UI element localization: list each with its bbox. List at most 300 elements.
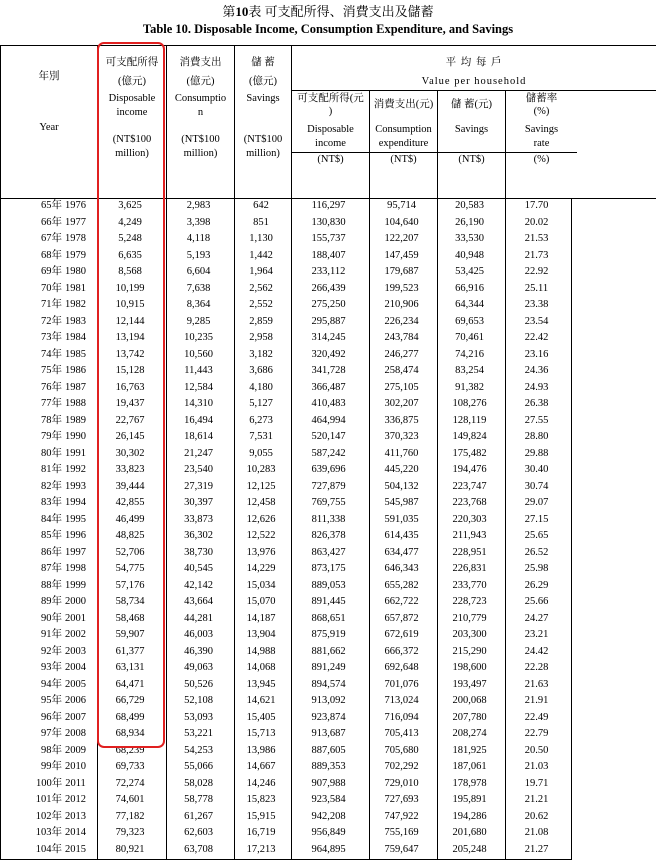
table-row bbox=[1, 199, 656, 216]
disposable-income-cell: 15,128 bbox=[98, 364, 167, 381]
consumption-cell: 10,560 bbox=[167, 348, 235, 365]
savings-rate-cell: 26.29 bbox=[506, 579, 572, 596]
table-row bbox=[1, 397, 656, 414]
western-year: 2015 bbox=[65, 844, 86, 855]
savings-cell: 2,562 bbox=[235, 282, 292, 299]
western-year: 2007 bbox=[65, 712, 86, 723]
savings-cell: 14,246 bbox=[235, 777, 292, 794]
disposable-income-cell: 22,767 bbox=[98, 414, 167, 431]
hh-disposable-cell: 266,439 bbox=[292, 282, 370, 299]
year-cell bbox=[1, 777, 98, 794]
header-sav-zh: 儲 蓄 bbox=[235, 56, 291, 69]
header-disp-unit-zh: (億元) bbox=[98, 75, 166, 88]
table-row bbox=[1, 777, 656, 794]
hh-consumption-cell: 716,094 bbox=[370, 711, 438, 728]
savings-cell: 5,127 bbox=[235, 397, 292, 414]
header-ph-consumption bbox=[370, 90, 438, 198]
disposable-income-cell: 58,468 bbox=[98, 612, 167, 629]
consumption-cell: 53,093 bbox=[167, 711, 235, 728]
hh-disposable-cell: 923,874 bbox=[292, 711, 370, 728]
western-year: 2004 bbox=[65, 662, 86, 673]
roc-year: 68年 bbox=[12, 249, 62, 262]
table-body bbox=[1, 199, 656, 860]
disposable-income-cell: 16,763 bbox=[98, 381, 167, 398]
savings-rate-cell: 25.65 bbox=[506, 529, 572, 546]
savings-cell: 2,552 bbox=[235, 298, 292, 315]
hh-disposable-cell: 275,250 bbox=[292, 298, 370, 315]
header-year bbox=[1, 46, 98, 199]
year-cell bbox=[1, 579, 98, 596]
header-rate-en2: rate bbox=[506, 137, 577, 150]
header-disp-zh: 可支配所得 bbox=[98, 56, 166, 69]
roc-year: 79年 bbox=[12, 430, 62, 443]
hh-disposable-cell: 520,147 bbox=[292, 430, 370, 447]
savings-rate-cell: 21.21 bbox=[506, 793, 572, 810]
hh-disposable-cell: 116,297 bbox=[292, 199, 370, 216]
savings-cell: 15,713 bbox=[235, 727, 292, 744]
title-zh-text: 表 可支配所得、消費支出及儲蓄 bbox=[248, 4, 433, 19]
savings-rate-cell: 25.66 bbox=[506, 595, 572, 612]
hh-savings-cell: 26,190 bbox=[438, 216, 506, 233]
savings-cell: 12,458 bbox=[235, 496, 292, 513]
savings-cell: 15,823 bbox=[235, 793, 292, 810]
hh-savings-cell: 149,824 bbox=[438, 430, 506, 447]
table-row bbox=[1, 645, 656, 662]
table-row bbox=[1, 381, 656, 398]
hh-disposable-cell: 639,696 bbox=[292, 463, 370, 480]
table-row bbox=[1, 546, 656, 563]
hh-disposable-cell: 587,242 bbox=[292, 447, 370, 464]
roc-year: 88年 bbox=[12, 579, 62, 592]
roc-year: 103年 bbox=[12, 826, 62, 839]
header-sav-en: Savings bbox=[235, 92, 291, 105]
header-ph-disposable bbox=[292, 90, 370, 198]
hh-savings-cell: 201,680 bbox=[438, 826, 506, 843]
table-row bbox=[1, 232, 656, 249]
disposable-income-cell: 61,377 bbox=[98, 645, 167, 662]
table-row bbox=[1, 216, 656, 233]
roc-year: 100年 bbox=[12, 777, 62, 790]
year-cell bbox=[1, 480, 98, 497]
year-cell bbox=[1, 678, 98, 695]
savings-rate-cell: 22.28 bbox=[506, 661, 572, 678]
header-disposable bbox=[98, 46, 167, 199]
hh-savings-cell: 220,303 bbox=[438, 513, 506, 530]
hh-consumption-cell: 122,207 bbox=[370, 232, 438, 249]
header-savings bbox=[235, 46, 292, 199]
year-cell bbox=[1, 612, 98, 629]
table-row bbox=[1, 793, 656, 810]
disposable-income-cell: 68,934 bbox=[98, 727, 167, 744]
consumption-cell: 49,063 bbox=[167, 661, 235, 678]
header-disp-unit1: (NT$100 bbox=[98, 133, 166, 146]
disposable-income-cell: 13,742 bbox=[98, 348, 167, 365]
savings-rate-cell: 22.49 bbox=[506, 711, 572, 728]
header-ph-savings bbox=[438, 90, 506, 198]
savings-cell: 13,976 bbox=[235, 546, 292, 563]
savings-rate-cell: 29.88 bbox=[506, 447, 572, 464]
table-row bbox=[1, 298, 656, 315]
savings-cell: 15,070 bbox=[235, 595, 292, 612]
hh-disposable-cell: 891,445 bbox=[292, 595, 370, 612]
savings-cell: 14,229 bbox=[235, 562, 292, 579]
disposable-income-cell: 39,444 bbox=[98, 480, 167, 497]
hh-savings-cell: 40,948 bbox=[438, 249, 506, 266]
year-cell bbox=[1, 661, 98, 678]
header-year-zh: 年別 bbox=[1, 70, 97, 83]
header-ph-disp-en1: Disposable bbox=[292, 123, 369, 136]
year-cell bbox=[1, 760, 98, 777]
western-year: 2001 bbox=[65, 613, 86, 624]
roc-year: 87年 bbox=[12, 562, 62, 575]
roc-year: 92年 bbox=[12, 645, 62, 658]
hh-savings-cell: 33,530 bbox=[438, 232, 506, 249]
disposable-income-cell: 3,625 bbox=[98, 199, 167, 216]
year-cell bbox=[1, 546, 98, 563]
consumption-cell: 5,193 bbox=[167, 249, 235, 266]
table-row bbox=[1, 480, 656, 497]
consumption-cell: 58,028 bbox=[167, 777, 235, 794]
roc-year: 70年 bbox=[12, 282, 62, 295]
hh-disposable-cell: 188,407 bbox=[292, 249, 370, 266]
western-year: 1980 bbox=[65, 266, 86, 277]
savings-cell: 2,958 bbox=[235, 331, 292, 348]
disposable-income-cell: 13,194 bbox=[98, 331, 167, 348]
hh-consumption-cell: 302,207 bbox=[370, 397, 438, 414]
hh-disposable-cell: 889,353 bbox=[292, 760, 370, 777]
savings-rate-cell: 22.92 bbox=[506, 265, 572, 282]
roc-year: 97年 bbox=[12, 727, 62, 740]
hh-savings-cell: 194,286 bbox=[438, 810, 506, 827]
table-row bbox=[1, 513, 656, 530]
title-zh-number: 10 bbox=[235, 4, 248, 19]
header-savings-rate bbox=[506, 90, 577, 198]
roc-year: 67年 bbox=[12, 232, 62, 245]
table-row bbox=[1, 628, 656, 645]
western-year: 1976 bbox=[65, 200, 86, 211]
hh-savings-cell: 69,653 bbox=[438, 315, 506, 332]
header-ph-disp-unit: (NT$) bbox=[292, 153, 369, 166]
savings-cell: 13,986 bbox=[235, 744, 292, 761]
hh-consumption-cell: 646,343 bbox=[370, 562, 438, 579]
hh-disposable-cell: 942,208 bbox=[292, 810, 370, 827]
hh-consumption-cell: 705,413 bbox=[370, 727, 438, 744]
hh-disposable-cell: 233,112 bbox=[292, 265, 370, 282]
disposable-income-cell: 66,729 bbox=[98, 694, 167, 711]
consumption-cell: 7,638 bbox=[167, 282, 235, 299]
hh-disposable-cell: 873,175 bbox=[292, 562, 370, 579]
table-row bbox=[1, 562, 656, 579]
savings-cell: 3,686 bbox=[235, 364, 292, 381]
roc-year: 80年 bbox=[12, 447, 62, 460]
hh-disposable-cell: 891,249 bbox=[292, 661, 370, 678]
disposable-income-cell: 68,499 bbox=[98, 711, 167, 728]
table-row bbox=[1, 661, 656, 678]
hh-disposable-cell: 155,737 bbox=[292, 232, 370, 249]
roc-year: 95年 bbox=[12, 694, 62, 707]
hh-disposable-cell: 881,662 bbox=[292, 645, 370, 662]
savings-rate-cell: 26.38 bbox=[506, 397, 572, 414]
roc-year: 96年 bbox=[12, 711, 62, 724]
header-cons-zh: 消費支出 bbox=[167, 56, 234, 69]
western-year: 1982 bbox=[65, 299, 86, 310]
savings-cell: 642 bbox=[235, 199, 292, 216]
roc-year: 71年 bbox=[12, 298, 62, 311]
header-year-en: Year bbox=[1, 121, 97, 134]
savings-rate-cell: 24.42 bbox=[506, 645, 572, 662]
year-cell bbox=[1, 414, 98, 431]
hh-savings-cell: 223,747 bbox=[438, 480, 506, 497]
western-year: 1990 bbox=[65, 431, 86, 442]
savings-rate-cell: 17.70 bbox=[506, 199, 572, 216]
consumption-cell: 16,494 bbox=[167, 414, 235, 431]
western-year: 1999 bbox=[65, 580, 86, 591]
disposable-income-cell: 68,239 bbox=[98, 744, 167, 761]
table-header bbox=[1, 46, 656, 199]
hh-savings-cell: 178,978 bbox=[438, 777, 506, 794]
year-cell bbox=[1, 298, 98, 315]
western-year: 1989 bbox=[65, 415, 86, 426]
consumption-cell: 18,614 bbox=[167, 430, 235, 447]
roc-year: 74年 bbox=[12, 348, 62, 361]
hh-consumption-cell: 445,220 bbox=[370, 463, 438, 480]
savings-rate-cell: 25.11 bbox=[506, 282, 572, 299]
savings-cell: 12,522 bbox=[235, 529, 292, 546]
hh-disposable-cell: 894,574 bbox=[292, 678, 370, 695]
hh-savings-cell: 207,780 bbox=[438, 711, 506, 728]
savings-rate-cell: 30.40 bbox=[506, 463, 572, 480]
savings-cell: 15,034 bbox=[235, 579, 292, 596]
year-cell bbox=[1, 249, 98, 266]
consumption-cell: 9,285 bbox=[167, 315, 235, 332]
header-cons-en1: Consumptio bbox=[167, 92, 234, 105]
header-ph-cons-unit: (NT$) bbox=[370, 153, 437, 166]
roc-year: 76年 bbox=[12, 381, 62, 394]
table-row bbox=[1, 265, 656, 282]
hh-consumption-cell: 243,784 bbox=[370, 331, 438, 348]
table-row bbox=[1, 760, 656, 777]
consumption-cell: 50,526 bbox=[167, 678, 235, 695]
savings-rate-cell: 22.79 bbox=[506, 727, 572, 744]
header-cons-en2: n bbox=[167, 106, 234, 119]
hh-savings-cell: 66,916 bbox=[438, 282, 506, 299]
year-cell bbox=[1, 265, 98, 282]
savings-cell: 3,182 bbox=[235, 348, 292, 365]
consumption-cell: 21,247 bbox=[167, 447, 235, 464]
header-rate-zh1: 儲蓄率 bbox=[506, 92, 577, 105]
table-row bbox=[1, 282, 656, 299]
savings-rate-cell: 24.93 bbox=[506, 381, 572, 398]
hh-savings-cell: 193,497 bbox=[438, 678, 506, 695]
hh-consumption-cell: 755,169 bbox=[370, 826, 438, 843]
consumption-cell: 38,730 bbox=[167, 546, 235, 563]
table-row bbox=[1, 529, 656, 546]
hh-consumption-cell: 95,714 bbox=[370, 199, 438, 216]
hh-savings-cell: 83,254 bbox=[438, 364, 506, 381]
table-row bbox=[1, 744, 656, 761]
table-row bbox=[1, 447, 656, 464]
hh-disposable-cell: 130,830 bbox=[292, 216, 370, 233]
savings-rate-cell: 21.27 bbox=[506, 843, 572, 860]
hh-consumption-cell: 614,435 bbox=[370, 529, 438, 546]
disposable-income-cell: 59,907 bbox=[98, 628, 167, 645]
year-cell bbox=[1, 513, 98, 530]
consumption-cell: 4,118 bbox=[167, 232, 235, 249]
disposable-income-cell: 10,199 bbox=[98, 282, 167, 299]
hh-savings-cell: 91,382 bbox=[438, 381, 506, 398]
hh-consumption-cell: 370,323 bbox=[370, 430, 438, 447]
hh-disposable-cell: 464,994 bbox=[292, 414, 370, 431]
western-year: 2010 bbox=[65, 761, 86, 772]
savings-cell: 13,904 bbox=[235, 628, 292, 645]
hh-disposable-cell: 727,879 bbox=[292, 480, 370, 497]
hh-savings-cell: 228,723 bbox=[438, 595, 506, 612]
disposable-income-cell: 80,921 bbox=[98, 843, 167, 860]
consumption-cell: 36,302 bbox=[167, 529, 235, 546]
roc-year: 69年 bbox=[12, 265, 62, 278]
hh-disposable-cell: 923,584 bbox=[292, 793, 370, 810]
roc-year: 91年 bbox=[12, 628, 62, 641]
year-cell bbox=[1, 810, 98, 827]
year-cell bbox=[1, 727, 98, 744]
western-year: 1981 bbox=[65, 283, 86, 294]
disposable-income-cell: 5,248 bbox=[98, 232, 167, 249]
western-year: 1985 bbox=[65, 349, 86, 360]
savings-cell: 14,621 bbox=[235, 694, 292, 711]
table-row bbox=[1, 612, 656, 629]
table-row bbox=[1, 496, 656, 513]
western-year: 1984 bbox=[65, 332, 86, 343]
hh-savings-cell: 20,583 bbox=[438, 199, 506, 216]
savings-rate-cell: 26.52 bbox=[506, 546, 572, 563]
hh-disposable-cell: 863,427 bbox=[292, 546, 370, 563]
consumption-cell: 52,108 bbox=[167, 694, 235, 711]
savings-rate-cell: 23.54 bbox=[506, 315, 572, 332]
hh-savings-cell: 181,925 bbox=[438, 744, 506, 761]
consumption-cell: 46,390 bbox=[167, 645, 235, 662]
header-ph-disp-zh2: ) bbox=[292, 105, 369, 118]
hh-consumption-cell: 545,987 bbox=[370, 496, 438, 513]
hh-disposable-cell: 314,245 bbox=[292, 331, 370, 348]
savings-rate-cell: 21.91 bbox=[506, 694, 572, 711]
hh-consumption-cell: 705,680 bbox=[370, 744, 438, 761]
consumption-cell: 11,443 bbox=[167, 364, 235, 381]
hh-consumption-cell: 634,477 bbox=[370, 546, 438, 563]
savings-rate-cell: 28.80 bbox=[506, 430, 572, 447]
year-cell bbox=[1, 694, 98, 711]
data-table bbox=[0, 45, 656, 860]
year-cell bbox=[1, 397, 98, 414]
disposable-income-cell: 77,182 bbox=[98, 810, 167, 827]
savings-cell: 12,125 bbox=[235, 480, 292, 497]
hh-savings-cell: 208,274 bbox=[438, 727, 506, 744]
disposable-income-cell: 48,825 bbox=[98, 529, 167, 546]
savings-cell: 15,915 bbox=[235, 810, 292, 827]
hh-consumption-cell: 275,105 bbox=[370, 381, 438, 398]
savings-cell: 10,283 bbox=[235, 463, 292, 480]
year-cell bbox=[1, 562, 98, 579]
year-cell bbox=[1, 232, 98, 249]
title-chinese bbox=[0, 4, 656, 20]
table-row bbox=[1, 595, 656, 612]
disposable-income-cell: 12,144 bbox=[98, 315, 167, 332]
savings-cell: 16,719 bbox=[235, 826, 292, 843]
roc-year: 99年 bbox=[12, 760, 62, 773]
header-ph-sav-unit: (NT$) bbox=[438, 153, 505, 166]
hh-consumption-cell: 147,459 bbox=[370, 249, 438, 266]
hh-savings-cell: 64,344 bbox=[438, 298, 506, 315]
disposable-income-cell: 46,499 bbox=[98, 513, 167, 530]
disposable-income-cell: 69,733 bbox=[98, 760, 167, 777]
hh-disposable-cell: 826,378 bbox=[292, 529, 370, 546]
disposable-income-cell: 30,302 bbox=[98, 447, 167, 464]
title-english: Table 10. Disposable Income, Consumption Expenditure, and Savings bbox=[0, 21, 656, 37]
consumption-cell: 12,584 bbox=[167, 381, 235, 398]
hh-consumption-cell: 727,693 bbox=[370, 793, 438, 810]
hh-disposable-cell: 295,887 bbox=[292, 315, 370, 332]
hh-disposable-cell: 913,687 bbox=[292, 727, 370, 744]
table-row bbox=[1, 364, 656, 381]
disposable-income-cell: 8,568 bbox=[98, 265, 167, 282]
disposable-income-cell: 63,131 bbox=[98, 661, 167, 678]
year-cell bbox=[1, 711, 98, 728]
savings-cell: 12,626 bbox=[235, 513, 292, 530]
savings-rate-cell: 29.07 bbox=[506, 496, 572, 513]
roc-year: 84年 bbox=[12, 513, 62, 526]
savings-cell: 1,130 bbox=[235, 232, 292, 249]
western-year: 1977 bbox=[65, 217, 86, 228]
hh-consumption-cell: 258,474 bbox=[370, 364, 438, 381]
western-year: 1994 bbox=[65, 497, 86, 508]
hh-consumption-cell: 666,372 bbox=[370, 645, 438, 662]
savings-cell: 9,055 bbox=[235, 447, 292, 464]
western-year: 2002 bbox=[65, 629, 86, 640]
disposable-income-cell: 74,601 bbox=[98, 793, 167, 810]
western-year: 1996 bbox=[65, 530, 86, 541]
hh-consumption-cell: 692,648 bbox=[370, 661, 438, 678]
western-year: 2006 bbox=[65, 695, 86, 706]
savings-cell: 2,859 bbox=[235, 315, 292, 332]
disposable-income-cell: 26,145 bbox=[98, 430, 167, 447]
roc-year: 93年 bbox=[12, 661, 62, 674]
hh-consumption-cell: 747,922 bbox=[370, 810, 438, 827]
hh-savings-cell: 211,943 bbox=[438, 529, 506, 546]
consumption-cell: 2,983 bbox=[167, 199, 235, 216]
roc-year: 101年 bbox=[12, 793, 62, 806]
roc-year: 65年 bbox=[12, 199, 62, 212]
hh-disposable-cell: 320,492 bbox=[292, 348, 370, 365]
header-sav-unit2: million) bbox=[235, 147, 291, 160]
consumption-cell: 33,873 bbox=[167, 513, 235, 530]
year-cell bbox=[1, 628, 98, 645]
consumption-cell: 53,221 bbox=[167, 727, 235, 744]
western-year: 2000 bbox=[65, 596, 86, 607]
hh-consumption-cell: 246,277 bbox=[370, 348, 438, 365]
header-rate-unit: (%) bbox=[506, 153, 577, 166]
consumption-cell: 27,319 bbox=[167, 480, 235, 497]
hh-consumption-cell: 210,906 bbox=[370, 298, 438, 315]
year-cell bbox=[1, 364, 98, 381]
savings-cell: 6,273 bbox=[235, 414, 292, 431]
hh-consumption-cell: 702,292 bbox=[370, 760, 438, 777]
header-ph-cons-en2: expenditure bbox=[370, 137, 437, 150]
hh-consumption-cell: 657,872 bbox=[370, 612, 438, 629]
savings-cell: 4,180 bbox=[235, 381, 292, 398]
consumption-cell: 43,664 bbox=[167, 595, 235, 612]
year-cell bbox=[1, 199, 98, 216]
hh-disposable-cell: 366,487 bbox=[292, 381, 370, 398]
roc-year: 98年 bbox=[12, 744, 62, 757]
